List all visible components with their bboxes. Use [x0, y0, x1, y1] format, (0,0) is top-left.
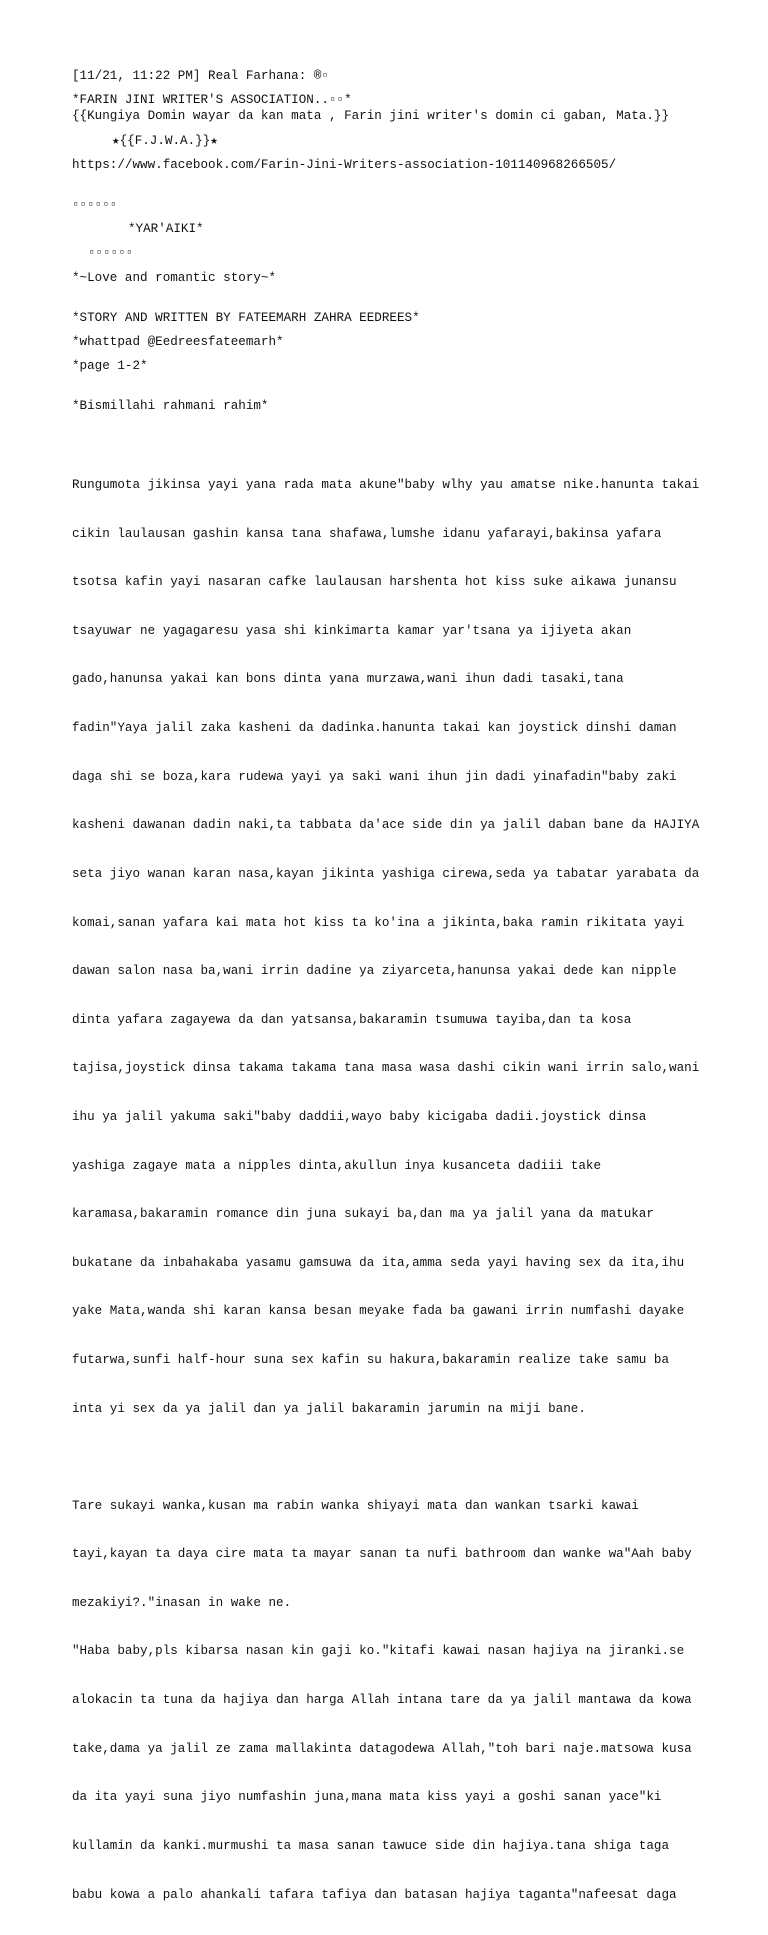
timestamp-line: [11/21, 11:22 PM] Real Farhana: ®▫ — [72, 69, 329, 83]
text-line: mezakiyi?."inasan in wake ne. — [72, 1595, 292, 1610]
text-line: fadin"Yaya jalil zaka kasheni da dadinka.hanunta takai kan joystick dinshi daman — [72, 721, 677, 736]
page-range: *page 1-2* — [72, 359, 148, 374]
association-acronym: ★{{F.J.W.A.}}★ — [112, 133, 218, 148]
text-line: tsayuwar ne yagagaresu yasa shi kinkimarta kamar yar'tsana ya ijiyeta akan — [72, 623, 632, 638]
text-line: inta yi sex da ya jalil dan ya jalil bakaramin jarumin na miji bane. — [72, 1401, 586, 1416]
story-author: *STORY AND WRITTEN BY FATEEMARH ZAHRA EEDREES* — [72, 310, 420, 325]
text-line: dawan salon nasa ba,wani irrin dadine ya ziyarceta,hanunsa yakai dede kan nipple — [72, 964, 677, 979]
text-line: komai,sanan yafara kai mata hot kiss ta ko'ina a jikinta,baka ramin rikitata yayi — [72, 915, 685, 930]
bismillah-line: *Bismillahi rahmani rahim* — [72, 399, 269, 414]
text-line: cikin laulausan gashin kansa tana shafawa,lumshe idanu yafarayi,bakinsa yafara — [72, 526, 662, 541]
text-line: tsotsa kafin yayi nasaran cafke laulausan harshenta hot kiss suke aikawa junansu — [72, 575, 677, 590]
story-genre: *~Love and romantic story~* — [72, 270, 277, 285]
text-line: "Haba baby,pls kibarsa nasan kin gaji ko."kitafi kawai nasan hajiya na jiranki.se — [72, 1644, 685, 1659]
text-line: yashiga zagaye mata a nipples dinta,akullun inya kusanceta dadiii take — [72, 1158, 602, 1173]
text-line: tayi,kayan ta daya cire mata ta mayar sanan ta nufi bathroom dan wanke wa"Aah baby — [72, 1547, 692, 1562]
text-line: babu kowa a palo ahankali tafara tafiya dan batasan hajiya taganta"nafeesat daga — [72, 1887, 677, 1902]
text-line: kasheni dawanan dadin naki,ta tabbata da'ace side din ya jalil daban bane da HAJIYA — [72, 818, 700, 833]
text-line: tajisa,joystick dinsa takama takama tana masa wasa dashi cikin wani irrin salo,wani — [72, 1061, 700, 1076]
text-line: karamasa,bakaramin romance din juna sukayi ba,dan ma ya jalil yana da matukar — [72, 1207, 654, 1222]
text-line: alokacin ta tuna da hajiya dan harga Allah intana tare da ya jalil mantawa da kowa — [72, 1693, 692, 1708]
text-line: gado,hanunsa yakai kan bons dinta yana murzawa,wani ihun dadi tasaki,tana — [72, 672, 624, 687]
facebook-link[interactable]: https://www.facebook.com/Farin-Jini-Writers-association-101140968266505/ — [72, 157, 617, 172]
body-paragraph-1 — [72, 445, 712, 1450]
text-line: ihu ya jalil yakuma saki"baby daddii,wayo baby kicigaba dadii.joystick dinsa — [72, 1109, 647, 1124]
text-line: da ita yayi suna jiyo numfashin juna,mana mata kiss yayi a goshi sanan yace"ki — [72, 1790, 662, 1805]
text-line: daga shi se boza,kara rudewa yayi ya saki wani ihun jin dadi yinafadin"baby zaki — [72, 769, 677, 784]
text-line: take,dama ya jalil ze zama mallakinta datagodewa Allah,"toh bari naje.matsowa kusa — [72, 1741, 692, 1756]
document-page — [72, 68, 712, 1935]
text-line: Rungumota jikinsa yayi yana rada mata akune"baby wlhy yau amatse nike.hanunta takai — [72, 478, 700, 493]
association-name: *FARIN JINI WRITER'S ASSOCIATION..▫▫* — [72, 93, 352, 108]
text-line: kullamin da kanki.murmushi ta masa sanan tawuce side din hajiya.tana shiga taga — [72, 1838, 670, 1853]
body-paragraph-2 — [72, 1465, 712, 1935]
text-line: Tare sukayi wanka,kusan ma rabin wanka shiyayi mata dan wankan tsarki kawai — [72, 1498, 639, 1513]
wattpad-handle: *whattpad @Eedreesfateemarh* — [72, 335, 284, 350]
text-line: dinta yafara zagayewa da dan yatsansa,bakaramin tsumuwa tayiba,dan ta kosa — [72, 1012, 632, 1027]
text-line: yake Mata,wanda shi karan kansa besan meyake fada ba gawani irrin numfashi dayake — [72, 1304, 685, 1319]
text-line: futarwa,sunfi half-hour suna sex kafin su hakura,bakaramin realize take samu ba — [72, 1353, 670, 1368]
association-motto: {{Kungiya Domin wayar da kan mata , Farin jini writer's domin ci gaban, Mata.}} — [72, 109, 670, 124]
text-line: seta jiyo wanan karan nasa,kayan jikinta yashiga cirewa,seda ya tabatar yarabata da — [72, 866, 700, 881]
text-line: bukatane da inbahakaba yasamu gamsuwa da ita,amma seda yayi having sex da ita,ihu — [72, 1255, 685, 1270]
decor-bottom: ▫▫▫▫▫▫ — [88, 246, 134, 261]
decor-top: ▫▫▫▫▫▫ — [72, 198, 118, 213]
story-title: *YAR'AIKI* — [128, 222, 204, 237]
